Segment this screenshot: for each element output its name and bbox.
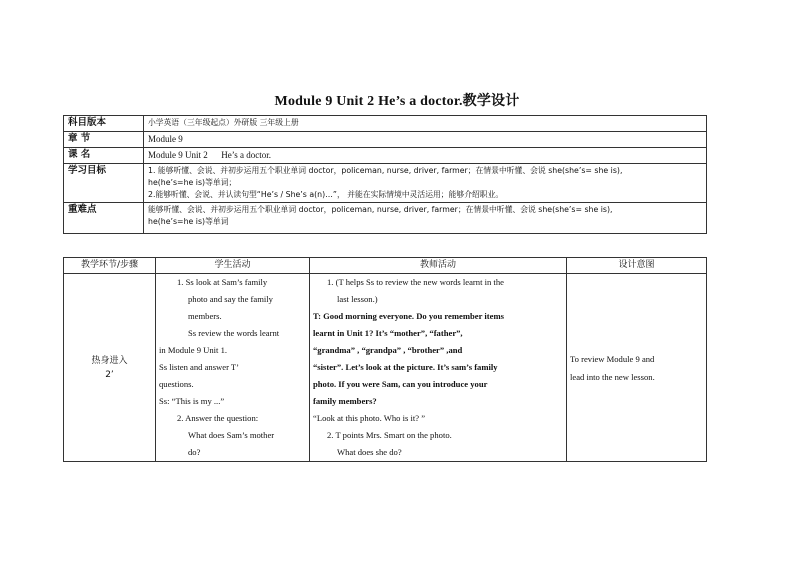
- course-info-table: [63, 115, 707, 234]
- teacher-line: 1. (T helps Ss to review the new words learnt in the: [327, 277, 504, 287]
- intent-line: lead into the new lesson.: [570, 371, 655, 382]
- header-student-activity: 学生活动: [156, 258, 310, 274]
- teaching-process-table: [63, 257, 707, 462]
- student-line: Ss listen and answer T’: [159, 362, 240, 372]
- student-line: What does Sam’s mother: [188, 430, 275, 440]
- header-stage: 教学环节/步骤: [64, 258, 156, 274]
- student-line: 1. Ss look at Sam’s family: [177, 277, 268, 287]
- page-title: Module 9 Unit 2 He’s a doctor.教学设计: [274, 94, 520, 109]
- process-header-row: [64, 258, 707, 274]
- student-line: photo and say the family: [188, 294, 273, 304]
- info-row-key-points: [64, 203, 707, 234]
- info-value: [144, 164, 707, 203]
- teacher-line: T: Good morning everyone. Do you remember items: [313, 311, 504, 321]
- student-activity-cell: [156, 274, 310, 462]
- header-teacher-activity: 教师活动: [310, 258, 567, 274]
- objective-line: 1. 能够听懂、会说、并初步运用五个职业单词 doctor，policeman, nurse, driver, farmer；在情景中听懂、会说 she(she’s= she is),: [148, 166, 623, 175]
- teacher-line: “sister”. Let’s look at the picture. It’s sam’s family: [313, 362, 498, 372]
- teacher-line: last lesson.): [337, 294, 378, 304]
- key-point-line: 能够听懂、会说、并初步运用五个职业单词 doctor，policeman, nurse, driver, farmer；在情景中听懂、会说 she(she’s= she is),: [148, 205, 613, 214]
- teacher-activity-cell: [310, 274, 567, 462]
- teacher-line: 2. T points Mrs. Smart on the photo.: [327, 430, 452, 440]
- student-line: Ss review the words learnt: [188, 328, 280, 338]
- info-value: Module 9 Unit 2 He’s a doctor.: [144, 148, 707, 164]
- stage-time: 2’: [105, 369, 114, 380]
- stage-cell: [64, 274, 156, 462]
- student-line: do?: [188, 447, 201, 457]
- info-row-subject: [64, 116, 707, 132]
- info-row-chapter: [64, 132, 707, 148]
- header-design-intent: 设计意图: [567, 258, 707, 274]
- info-row-lesson: [64, 148, 707, 164]
- process-row-warmup: [64, 274, 707, 462]
- teacher-line: “grandma” , “grandpa” , “brother” ,and: [313, 345, 463, 355]
- info-label: 科目版本: [64, 116, 144, 132]
- info-value: Module 9: [144, 132, 707, 148]
- student-line: 2. Answer the question:: [177, 413, 259, 423]
- info-value: 小学英语（三年级起点）外研版 三年级上册: [144, 116, 707, 132]
- student-line: Ss: “This is my ...”: [159, 396, 225, 406]
- info-label: 学习目标: [64, 164, 144, 203]
- objective-line: 2.能够听懂、会说、并认读句型“He’s / She’s a(n)…”， 并能在实际情境中灵活运用；能够介绍职业。: [148, 190, 504, 199]
- info-row-objectives: [64, 164, 707, 203]
- info-label: 章 节: [64, 132, 144, 148]
- info-label: 课 名: [64, 148, 144, 164]
- student-line: members.: [188, 311, 222, 321]
- teacher-line: photo. If you were Sam, can you introduce your: [313, 379, 488, 389]
- objective-line: he(he’s=he is)等单词；: [148, 178, 237, 187]
- student-line: questions.: [159, 379, 194, 389]
- intent-line: To review Module 9 and: [570, 353, 655, 364]
- teacher-line: “Look at this photo. Who is it? ”: [313, 413, 426, 423]
- teacher-line: learnt in Unit 1? It’s “mother”, “father”,: [313, 328, 463, 338]
- teacher-line: family members?: [313, 396, 377, 406]
- info-label: 重难点: [64, 203, 144, 234]
- teacher-line: What does she do?: [337, 447, 402, 457]
- key-point-line: he(he’s=he is)等单词: [148, 217, 229, 226]
- student-line: in Module 9 Unit 1.: [159, 345, 228, 355]
- stage-name: 热身进入: [91, 355, 128, 366]
- design-intent-cell: [567, 274, 707, 462]
- info-value: [144, 203, 707, 234]
